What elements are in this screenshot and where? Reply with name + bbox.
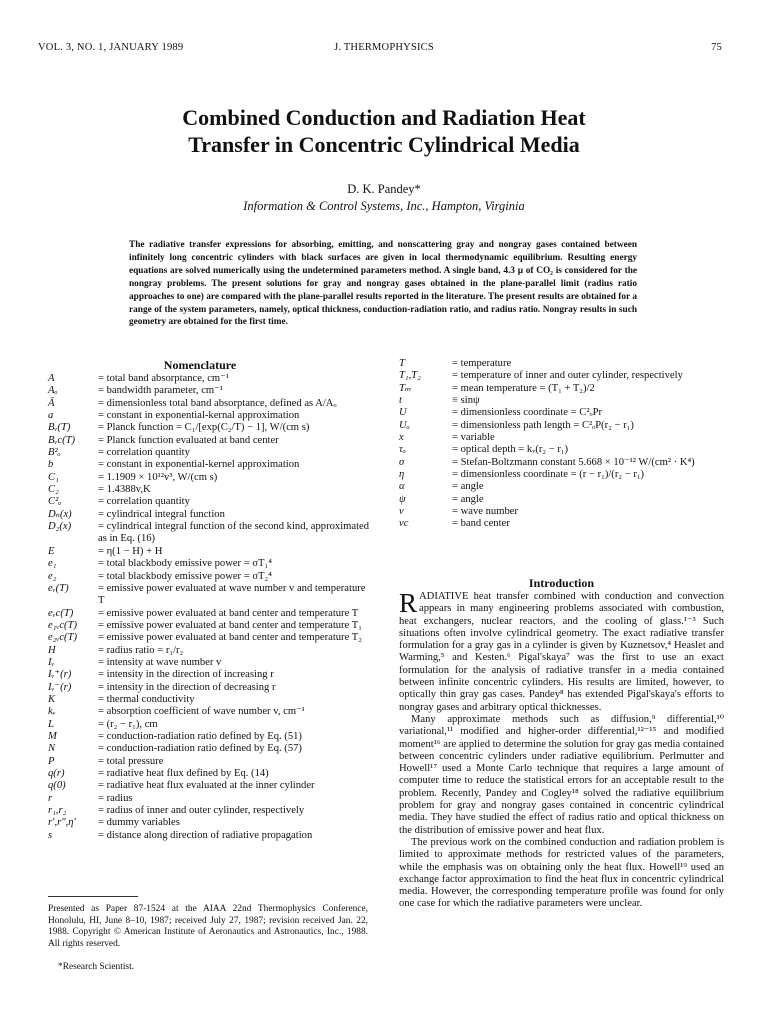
nomenclature-definition: = conduction-radiation ratio defined by Eq. (51) (98, 730, 302, 742)
nomenclature-entry (48, 509, 370, 521)
title-line-1: Combined Conduction and Radiation Heat (182, 105, 586, 130)
nomenclature-definition: = mean temperature = (T₁ + T₂)/2 (452, 382, 595, 394)
nomenclature-symbol: σ (399, 456, 405, 468)
nomenclature-definition: = wave number (452, 506, 518, 518)
nomenclature-symbol: T (399, 358, 405, 369)
nomenclature-definition: = (r₂ − r₁), cm (98, 718, 158, 730)
nomenclature-definition: = Planck function = C₁/[exp(C₂/T) − 1], W/(cm s) (98, 422, 310, 434)
nomenclature-definition: = intensity in the direction of increasing r (98, 669, 274, 681)
nomenclature-symbol: Bᵥc(T) (48, 434, 76, 446)
nomenclature-symbol: Dₙ(x) (48, 508, 72, 520)
nomenclature-entry (48, 398, 370, 410)
introduction-heading: Introduction (528, 576, 595, 590)
nomenclature-entry (48, 793, 370, 805)
author: D. K. Pandey* (347, 182, 421, 196)
intro-paragraph-text: ADIATIVE heat transfer combined with conduction and convection appears in many engineering problems associated with combustion, heat exchangers, nuclear reactors, and the cooling of glass.¹⁻³ Such situations often involve cylindrical geometry. The exact radiative transfer formulation for a gray gas in a cylinder is given by Kuznetsov,⁴ Heaslet and Warming,⁵ and Kesten.⁶ Pigal'skaya⁷ was the first to use an exact formulation for the analysis of radiative transfer in a media contained between infinite concentric cylinders. His results are limited, however, to optically thin gray gas cases. Pandey⁸ has extended Pigal'skaya's efforts to nongray gases and arbitrary optical thicknesses. (399, 591, 724, 713)
nomenclature-entry (399, 506, 724, 518)
nomenclature-symbol: τₒ (399, 444, 406, 456)
drop-cap: R (399, 588, 418, 618)
nomenclature-entry (399, 494, 724, 506)
nomenclature-definition: = radius (98, 792, 133, 804)
nomenclature-entry (48, 571, 370, 583)
abstract: The radiative transfer expressions for absorbing, emitting, and nonscattering gray and nongray gases contained between infinitely long concentric cylinders with black surfaces are given in local thermodynamic equilibrium. Resulting energy equations are solved numerically using the undetermined parameters method. A single band, 4.3 μ of CO₂ is considered for the nongray problems. The present solutions for gray and nongray gases obtained in the plane-parallel limit (radius ratio approaches to one) are compared with the plane-parallel results reported in the literature. The present results are obtained for a range of the system parameters, namely, optical thickness, conduction-radiation ratio, and radius ratio. Nongray results in such geometry are obtained for the first time. (129, 240, 637, 328)
nomenclature-symbol: Aₒ (48, 385, 58, 397)
nomenclature-symbol: Iᵥ (48, 656, 55, 668)
nomenclature-symbol: e₂ (48, 570, 57, 582)
nomenclature-definition: = emissive power evaluated at band center and temperature T₂ (98, 632, 362, 644)
nomenclature-entry (48, 447, 370, 459)
nomenclature-definition: = temperature of inner and outer cylinder, respectively (452, 370, 683, 382)
nomenclature-entry (48, 768, 370, 780)
nomenclature-symbol: eᵥ(T) (48, 582, 69, 594)
nomenclature-symbol: K (48, 693, 56, 705)
nomenclature-entry (399, 395, 724, 407)
nomenclature-symbol: r′,r″,η′ (48, 817, 76, 829)
nomenclature-symbol: b (48, 459, 54, 471)
nomenclature-symbol: ψ (399, 493, 406, 505)
nomenclature-definition: = dimensionless coordinate = (r − r₁)/(r₂ − r₁) (452, 469, 645, 481)
intro-paragraph: The previous work on the combined conduction and radiation problem is limited to approximate methods for restricted values of the parameters, while the emphasis was on obtaining only the heat flux. Howell¹⁹ used an exchange factor approximation to find the heat flux in concentric cylindrical media. However, the corresponding temperature profile was found for only one case for which the radiative parameters were unclear. (399, 836, 724, 910)
nomenclature-definition: = cylindrical integral function (98, 508, 225, 520)
nomenclature-definition: = intensity at wave number v (98, 656, 222, 668)
nomenclature-symbol: vc (399, 518, 409, 530)
nomenclature-definition: = emissive power evaluated at band center and temperature T₁ (98, 619, 362, 631)
nomenclature-symbol: eᵥc(T) (48, 607, 74, 619)
nomenclature-definition: = radius of inner and outer cylinder, respectively (98, 805, 305, 817)
footnote-divider (48, 896, 138, 897)
journal-name: J. THERMOPHYSICS (334, 42, 434, 53)
nomenclature-entry (48, 731, 370, 743)
nomenclature-definition: = dimensionless coordinate = C²ₒPr (452, 407, 602, 419)
nomenclature-entry (48, 422, 370, 434)
nomenclature-symbol: e₁ᵥc(T) (48, 619, 77, 631)
nomenclature-symbol: Bᵥ(T) (48, 422, 71, 434)
nomenclature-symbol: kᵥ (48, 706, 56, 718)
nomenclature-entry (48, 756, 370, 768)
journal-volume: VOL. 3, NO. 1, JANUARY 1989 (38, 42, 184, 53)
nomenclature-entry (48, 472, 370, 484)
nomenclature-definition: = radius ratio = r₁/r₂ (98, 644, 184, 656)
nomenclature-entry (48, 743, 370, 755)
nomenclature-definition: = Stefan-Boltzmann constant 5.668 × 10⁻¹² W/(cm² · K⁴) (452, 456, 695, 468)
paper-title (0, 104, 768, 158)
nomenclature-definition: = band center (452, 518, 510, 530)
nomenclature-symbol: s (48, 829, 53, 841)
nomenclature-entry (48, 632, 370, 644)
nomenclature-entry (48, 435, 370, 447)
nomenclature-entry (48, 583, 370, 608)
nomenclature-definition: = η(1 − H) + H (98, 545, 163, 557)
nomenclature-symbol: Iᵥ⁻(r) (48, 681, 72, 693)
nomenclature-entry (48, 521, 370, 546)
nomenclature-definition: = emissive power evaluated at band center and temperature T (98, 607, 359, 619)
nomenclature-entry (48, 620, 370, 632)
nomenclature-definition: = bandwidth parameter, cm⁻¹ (98, 385, 223, 397)
nomenclature-definition: = angle (452, 481, 484, 493)
nomenclature-symbol: e₂ᵥc(T) (48, 632, 77, 644)
nomenclature-entry (48, 373, 370, 385)
nomenclature-definition: = dummy variables (98, 817, 180, 829)
nomenclature-entry (48, 805, 370, 817)
nomenclature-symbol: e₁ (48, 558, 57, 570)
nomenclature-definition: = total blackbody emissive power = σT₁⁴ (98, 558, 272, 570)
nomenclature-entry (399, 432, 724, 444)
nomenclature-definition: = thermal conductivity (98, 693, 195, 705)
nomenclature-entry (48, 830, 370, 842)
nomenclature-definition: = total pressure (98, 755, 164, 767)
nomenclature-definition: = total band absorptance, cm⁻¹ (98, 373, 229, 384)
nomenclature-list-right (399, 358, 724, 531)
nomenclature-entry (48, 669, 370, 681)
nomenclature-symbol: a (48, 410, 54, 422)
nomenclature-symbol: t (399, 395, 402, 407)
nomenclature-symbol: C₁ (48, 471, 59, 483)
nomenclature-symbol: v (399, 506, 404, 518)
nomenclature-entry (399, 457, 724, 469)
nomenclature-definition: = total blackbody emissive power = σT₂⁴ (98, 570, 272, 582)
nomenclature-symbol: L (48, 718, 54, 730)
nomenclature-symbol: E (48, 545, 55, 557)
nomenclature-entry (48, 645, 370, 657)
nomenclature-title: Nomenclature (163, 358, 237, 372)
title-line-2: Transfer in Concentric Cylindrical Media (188, 132, 580, 157)
nomenclature-entry (399, 481, 724, 493)
nomenclature-definition: = emissive power evaluated at wave number v and temperature T (98, 582, 366, 607)
intro-paragraph: Many approximate methods such as diffusion,⁹ differential,¹⁰ variational,¹¹ modified and higher-order differential,¹²⁻¹⁵ and modified moment¹⁶ are applied to determine the solution for gray gas media contained between concentric cylinders under radiative equilibrium. Perlmutter and Howell¹⁷ used a Monte Carlo technique that requires a large amount of computer time to reduce the statistical errors for an acceptable result to the problem. Recently, Pandey and Cogley¹⁸ solved the radiative equilibrium problem for gray and nongray gases contained in concentric cylindrical media. They have studied the effect of radius ratio and optical thickness on the distribution of emissive power and heat flux. (399, 713, 724, 836)
nomenclature-symbol: q(0) (48, 780, 66, 792)
nomenclature-symbol: C²ₒ (48, 496, 62, 508)
nomenclature-entry (48, 657, 370, 669)
nomenclature-symbol: α (399, 481, 405, 493)
nomenclature-entry (48, 780, 370, 792)
nomenclature-definition: = angle (452, 493, 484, 505)
nomenclature-symbol: N (48, 743, 56, 755)
nomenclature-entry (399, 420, 724, 432)
affiliation: Information & Control Systems, Inc., Hampton, Virginia (243, 199, 525, 213)
nomenclature-symbol: P (48, 755, 55, 767)
nomenclature-entry (399, 518, 724, 530)
nomenclature-definition: = radiative heat flux defined by Eq. (14) (98, 768, 269, 779)
author-footnote: *Research Scientist. (58, 962, 135, 972)
nomenclature-entry (48, 706, 370, 718)
nomenclature-definition: = radiative heat flux evaluated at the inner cylinder (98, 780, 315, 792)
nomenclature-definition: = constant in exponential-kernal approximation (98, 410, 300, 422)
nomenclature-entry (48, 719, 370, 731)
nomenclature-definition: = correlation quantity (98, 496, 190, 508)
nomenclature-definition: = temperature (452, 358, 512, 369)
nomenclature-symbol: Iᵥ⁺(r) (48, 669, 72, 681)
nomenclature-entry (48, 694, 370, 706)
nomenclature-symbol: D₂(x) (48, 521, 72, 533)
nomenclature-symbol: H (48, 644, 56, 656)
intro-paragraph (399, 588, 724, 714)
nomenclature-symbol: q(r) (48, 768, 65, 779)
nomenclature-definition: = absorption coefficient of wave number v, cm⁻¹ (98, 706, 305, 718)
nomenclature-symbol: C₂ (48, 484, 59, 496)
introduction-body (399, 588, 724, 911)
nomenclature-entry (399, 444, 724, 456)
nomenclature-definition: ≡ sinψ (452, 395, 480, 407)
nomenclature-definition: = conduction-radiation ratio defined by Eq. (57) (98, 743, 302, 755)
nomenclature-definition: = cylindrical integral function of the second kind, approximated as in Eq. (16) (98, 521, 370, 545)
nomenclature-symbol: M (48, 730, 57, 742)
nomenclature-definition: = dimensionless total band absorptance, defined as A/Aₒ (98, 397, 337, 409)
nomenclature-entry (399, 407, 724, 419)
nomenclature-definition: = optical depth = kᵥ(r₂ − r₁) (452, 444, 569, 456)
nomenclature-symbol: r₁,r₂ (48, 805, 67, 817)
nomenclature-entry (48, 682, 370, 694)
nomenclature-symbol: Ā (48, 397, 55, 409)
nomenclature-entry (48, 608, 370, 620)
nomenclature-definition: = constant in exponential-kernel approximation (98, 459, 300, 471)
nomenclature-entry (48, 459, 370, 471)
nomenclature-list-left (48, 373, 370, 842)
nomenclature-definition: = dimensionless path length = C²ₒP(r₂ − r₁) (452, 419, 634, 431)
nomenclature-symbol: x (399, 432, 404, 444)
nomenclature-definition: = intensity in the direction of decreasing r (98, 681, 276, 693)
nomenclature-symbol: A (48, 373, 55, 384)
nomenclature-entry (399, 469, 724, 481)
page-number: 75 (711, 42, 722, 53)
nomenclature-symbol: T₁,T₂ (399, 370, 421, 382)
nomenclature-entry (48, 817, 370, 829)
nomenclature-symbol: Uₒ (399, 419, 410, 431)
nomenclature-definition: = distance along direction of radiative propagation (98, 829, 313, 841)
nomenclature-entry (48, 546, 370, 558)
nomenclature-entry (48, 484, 370, 496)
nomenclature-definition: = correlation quantity (98, 447, 190, 459)
nomenclature-entry (48, 496, 370, 508)
nomenclature-symbol: η (399, 469, 405, 481)
nomenclature-entry (48, 385, 370, 397)
nomenclature-definition: = 1.1909 × 10¹²v³, W/(cm s) (98, 471, 218, 483)
nomenclature-definition: = 1.4388v,K (98, 484, 151, 496)
nomenclature-entry (48, 410, 370, 422)
nomenclature-entry (399, 358, 724, 370)
nomenclature-symbol: Tₘ (399, 382, 412, 394)
nomenclature-entry (399, 370, 724, 382)
nomenclature-definition: = Planck function evaluated at band center (98, 434, 279, 446)
footnote: Presented as Paper 87-1524 at the AIAA 22nd Thermophysics Conference, Honolulu, HI, June 8–10, 1987; received July 27, 1987; revision received Jan. 22, 1988. Copyright © American Institute of Aeronautics and Astronautics, Inc., 1988. All rights reserved. (48, 904, 368, 949)
nomenclature-symbol: r (48, 792, 53, 804)
nomenclature-symbol: U (399, 407, 407, 419)
nomenclature-entry (48, 558, 370, 570)
nomenclature-symbol: B²ₒ (48, 447, 61, 459)
nomenclature-entry (399, 383, 724, 395)
nomenclature-definition: = variable (452, 432, 495, 444)
